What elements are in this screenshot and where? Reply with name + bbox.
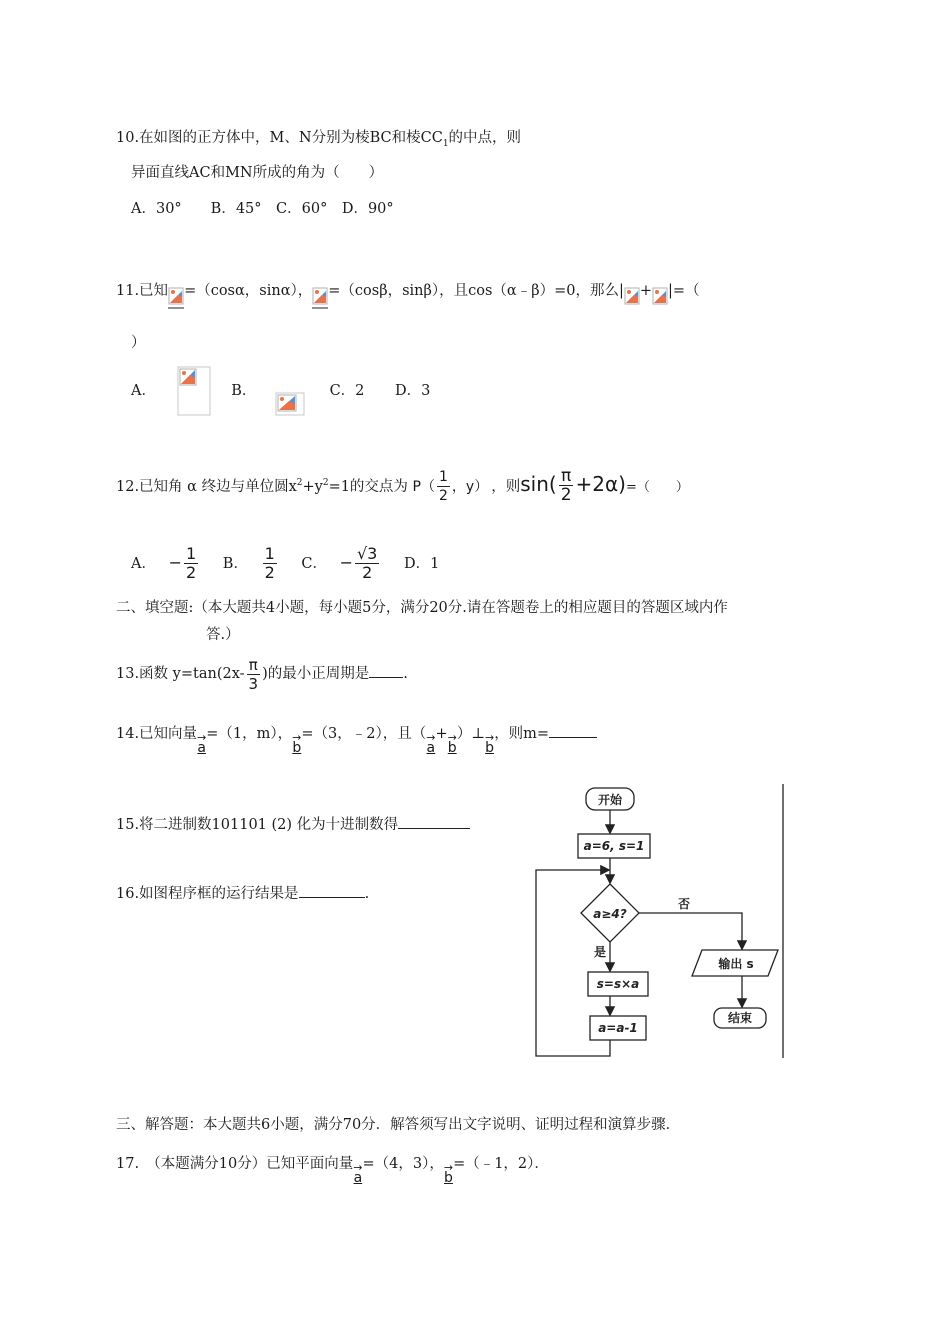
q17-line: 17. （本题满分10分）已知平面向量 → a =（4，3）， → b =（﹣1，2）．: [116, 1156, 549, 1186]
vector-a: → a: [426, 731, 436, 756]
q13-answer-blank[interactable]: [369, 663, 403, 678]
pi-over-2: $\frac{\pi}{2}$: [560, 465, 572, 505]
q15-answer-blank[interactable]: [398, 814, 470, 829]
option-a-value: − $\frac{1}{2}$: [168, 544, 197, 582]
option-b-image-icon: [275, 392, 305, 416]
flowchart: [528, 780, 790, 1064]
q14-line: 14.已知向量 → a =（1，m）， → b =（3，﹣2），且（ → a + → b ）⊥ → b ，则m=: [116, 714, 597, 754]
flowchart-condition-label: a≥4?: [593, 907, 627, 921]
broken-image-icon: [624, 287, 640, 309]
q14-answer-blank[interactable]: [549, 723, 597, 738]
q16-answer-blank[interactable]: [299, 883, 365, 898]
section2-heading: 二、填空题:（本大题共4小题，每小题5分，满分20分.请在答题卷上的相应题目的答题区域内作: [116, 600, 728, 616]
q11-line: 11.已知 =（cosα，sinα）， =（cosβ，sinβ），且cos（α﹣β）=0，那么| + |=（: [116, 273, 700, 309]
q11-options: A． B． C．2 D．3: [131, 366, 430, 418]
option-a-image-icon: [177, 366, 211, 416]
point-p-fraction: $\frac{1}{2}$: [439, 469, 448, 505]
vector-b: → b: [447, 731, 457, 756]
pi-over-3: $\frac{\pi}{3}$: [248, 655, 259, 693]
q12-options: A． − $\frac{1}{2}$ B． $\frac{1}{2}$ C． − $\frac{√3}{2}$ D．1: [131, 544, 440, 582]
q11-close: ）: [131, 335, 146, 351]
vector-b: → b: [292, 731, 302, 756]
section2-heading-cont: 答.）: [206, 627, 240, 643]
broken-image-icon: [168, 287, 184, 309]
flowchart-no-arrow: [639, 913, 742, 948]
section3-heading: 三、解答题：本大题共6小题，满分70分．解答须写出文字说明、证明过程和演算步骤．: [116, 1117, 681, 1133]
q13-line: 13.函数 y=tan(2x- $\frac{\pi}{3}$ )的最小正周期是 .: [116, 655, 408, 693]
q12-line: 12.已知角 α 终边与单位圆$x^2+y^2=1$的交点为 P（ $\frac{1}{2}$ ，y） ，则sin( $\frac{\pi}{2}$ +2α)=（ ）: [116, 465, 689, 505]
q10-line1: 10.在如图的正方体中，M、N分别为棱BC和棱$CC_1$的中点，则: [116, 130, 522, 149]
q10-line2: 异面直线AC和MN所成的角为（ ）: [131, 165, 384, 181]
vector-b: → b: [484, 731, 495, 756]
flowchart-multiply-label: s=s×a: [596, 977, 640, 991]
sin-expression: sin( $\frac{\pi}{2}$ +2α): [520, 465, 626, 505]
flowchart-decrement-label: a=a-1: [598, 1021, 638, 1035]
q16-line: 16.如图程序框的运行结果是 .: [116, 883, 369, 904]
option-b-value: $\frac{1}{2}$: [264, 544, 275, 582]
flowchart-end-label: 结束: [727, 1011, 753, 1025]
flowchart-init-label: a=6, s=1: [583, 839, 645, 853]
flowchart-yes-label: 是: [593, 945, 607, 959]
q10-options: A．30° B．45° C．60° D．90°: [131, 201, 394, 217]
flowchart-output-label: 输出 s: [718, 957, 754, 971]
broken-image-icon: [312, 287, 328, 309]
vector-a: → a: [353, 1161, 363, 1186]
flowchart-start-label: 开始: [597, 793, 623, 807]
option-c-value: − $\frac{√3}{2}$: [339, 544, 378, 582]
broken-image-icon: [652, 287, 668, 309]
vector-b: → b: [443, 1161, 454, 1186]
point-p: P（ $\frac{1}{2}$ ，y）: [412, 469, 482, 505]
q15-line: 15.将二进制数101101 (2) 化为十进制数得: [116, 814, 470, 835]
flowchart-no-label: 否: [677, 897, 691, 911]
vector-a: → a: [197, 731, 207, 756]
